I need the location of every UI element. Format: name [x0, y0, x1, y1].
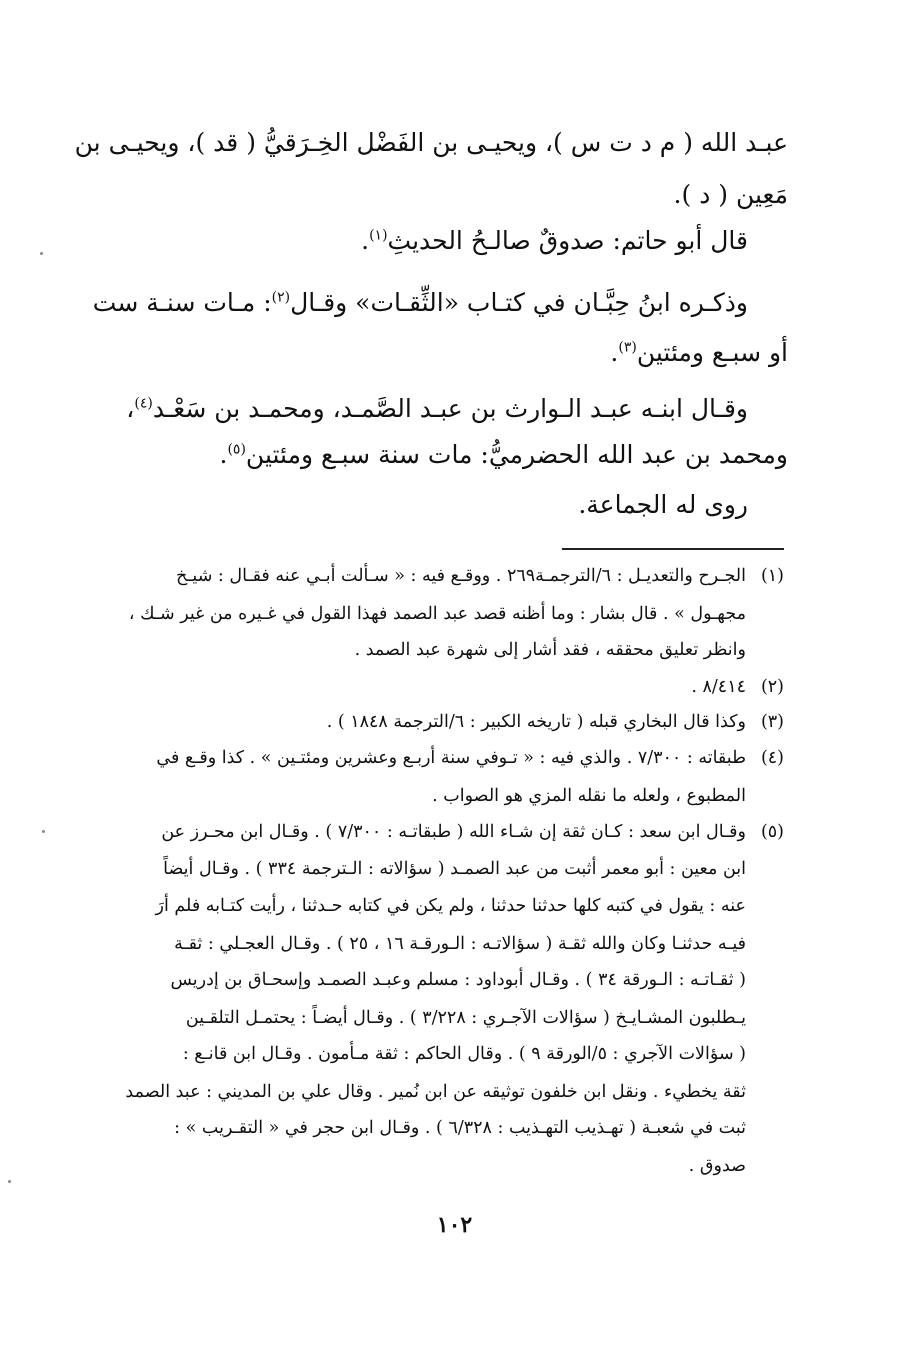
footnote-line: ثقة يخطيء . ونقل ابن خلفون توثيقه عن ابن نُمير . وقال علي بن المديني : عبد الصمد: [125, 1082, 746, 1102]
footnote-line: ( سؤالات الآجري : ٥/الورقة ٩ ) . وقال الحاكم : ثقة مـأمون . وقـال ابن قانـع :: [182, 1044, 746, 1064]
footnote-line: ٨/٤١٤ .: [691, 677, 746, 697]
footnote-line: طبقاته : ٧/٣٠٠ . والذي فيه : « تـوفي سنة أربـع وعشرين ومئتـين » . كذا وقـع في: [156, 748, 746, 768]
footnote-line: وانظر تعليق محققه ، فقد أشار إلى شهرة عبد الصمد .: [354, 640, 746, 660]
main-line-1: عبـد الله ( م د ت س )، ويحيـى بن الفَضْل الخِـرَقيُّ ( قد )، ويحيـى بن: [74, 128, 788, 157]
footnote-separator: [562, 548, 784, 550]
main-line-2: مَعِين ( د ).: [673, 180, 788, 209]
footnote-line: عنه : يقول في كتبه كلها حدثنا حدثنا ، ولم يكن في كتابه حـدثنا ، رأيت كتـابه فلم أرَ: [155, 896, 746, 916]
footnote-ref-3[interactable]: (٣): [618, 339, 637, 356]
footnote-number: (٢): [760, 677, 784, 697]
footnote-number: (٣): [760, 712, 784, 732]
main-line-3: قال أبو حاتم: صدوقٌ صالـحُ الحديثِ$^{(١)}$.: [361, 226, 748, 255]
footnote-line: الجـرح والتعديـل : ٦/الترجمـة٢٦٩ . ووقـع فيه : « سـألت أبـي عنه فقـال : شيـخ: [176, 566, 746, 586]
footnote-line: فيـه حدثنـا وكان والله ثقـة ( سؤالاتـه : الـورقـة ١٦ ، ٢٥ ) . وقـال العجـلي : ثقـة: [174, 934, 746, 954]
footnote-line: يـطلبون المشـايـخ ( سؤالات الآجـري : ٣/٢٢٨ ) . وقـال أيضـاً : يحتمـل التلقـين: [185, 1008, 746, 1028]
footnote-number: (٤): [760, 748, 784, 768]
footnote-ref-1[interactable]: (١): [369, 227, 388, 244]
main-line-4: وذكـره ابنُ حِبَّـان في كتـاب «الثِّقـات» وقـال$^{(٢)}$: مـات سنـة ست: [92, 288, 748, 317]
main-line-7: ومحمد بن عبد الله الحضرميُّ: مات سنة سبـع ومئتين$^{(٥)}$.: [219, 440, 788, 469]
footnote-line: المطبوع ، ولعله ما نقله المزي هو الصواب .: [432, 786, 746, 806]
scan-speck: [8, 1180, 11, 1183]
main-line-5: أو سبـع ومئتين$^{(٣)}$.: [610, 338, 788, 367]
main-line-8: روى له الجماعة.: [578, 490, 748, 519]
footnote-line: صدوق .: [688, 1156, 746, 1176]
footnote-number: (٥): [760, 822, 784, 842]
footnote-ref-5[interactable]: (٥): [227, 441, 246, 458]
footnote-line: ( ثقـاتـه : الـورقة ٣٤ ) . وقـال أبوداود : مسلم وعبـد الصمـد وإسحـاق بن إدريس: [170, 970, 746, 990]
footnote-line: ابن معين : أبو معمر أثبت من عبد الصمـد ( سؤالاته : الـترجمة ٣٣٤ ) . وقـال أيضاً: [163, 859, 746, 879]
scan-speck: [42, 830, 45, 833]
page-number: ١٠٢: [436, 1212, 473, 1238]
footnote-ref-4[interactable]: (٤): [134, 395, 153, 412]
main-line-6: وقـال ابنـه عبـد الـوارث بن عبـد الصَّمـد، ومحمـد بن سَعْـد$^{(٤)}$،: [126, 394, 748, 423]
footnote-line: وقـال ابن سعد : كـان ثقة إن شـاء الله ( طبقاتـه : ٧/٣٠٠ ) . وقـال ابن محـرز عن: [161, 822, 746, 842]
footnote-line: ثبت في شعبـة ( تهـذيب التهـذيب : ٦/٣٢٨ ) . وقـال ابن حجر في « التقـريب » :: [174, 1118, 746, 1138]
footnote-number: (١): [760, 566, 784, 586]
scan-speck: [40, 252, 43, 255]
footnote-line: مجهـول » . قال بشار : وما أظنه قصد عبد الصمد فهذا القول في غـيره من غير شـك ،: [128, 604, 746, 624]
footnote-line: وكذا قال البخاري قبله ( تاريخه الكبير : ٦/الترجمة ١٨٤٨ ) .: [326, 712, 746, 732]
footnote-ref-2[interactable]: (٢): [271, 289, 291, 306]
